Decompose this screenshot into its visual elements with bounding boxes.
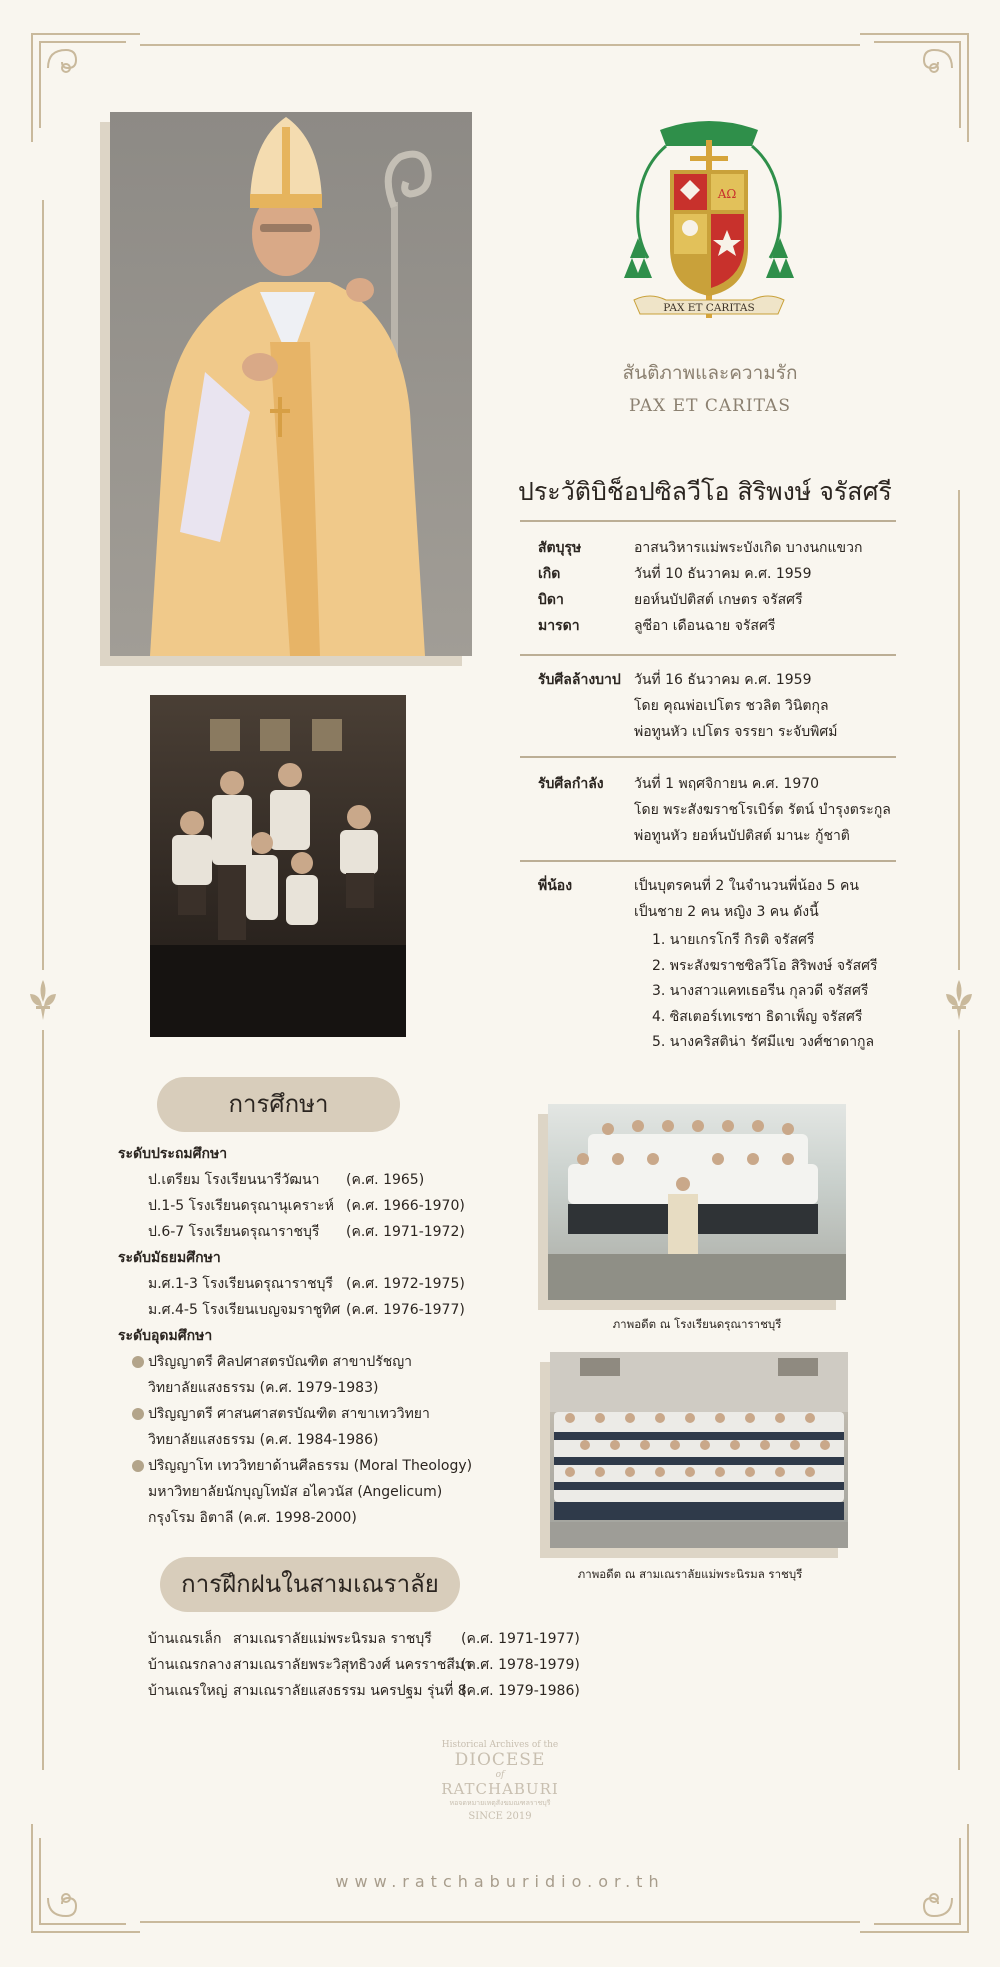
list-item: 1. นายเกรโกรี กิรติ จรัสศรี bbox=[652, 932, 815, 948]
bio-value: ลูซีอา เดือนฉาย จรัสศรี bbox=[634, 618, 776, 634]
archive-line: หอจดหมายเหตุสังฆมณฑลราชบุรี bbox=[449, 1799, 551, 1807]
archive-line: Historical Archives of the bbox=[441, 1740, 559, 1750]
bishop-portrait bbox=[110, 112, 472, 656]
degree-line: ปริญญาตรี ศาสนศาสตรบัณฑิต สาขาเทววิทยา bbox=[148, 1406, 430, 1422]
title-divider bbox=[520, 520, 896, 522]
degree-line: วิทยาลัยแสงธรรม (ค.ศ. 1984-1986) bbox=[148, 1432, 379, 1448]
bullet-icon bbox=[132, 1460, 144, 1472]
school-photo-caption: ภาพอดีต ณ โรงเรียนดรุณาราชบุรี bbox=[612, 1317, 782, 1331]
seminary-heading: การฝึกฝนในสามเณราลัย bbox=[160, 1557, 460, 1612]
seminary-level: บ้านเณรกลาง bbox=[148, 1657, 232, 1673]
seminary-place: สามเณราลัยแม่พระนิรมล ราชบุรี bbox=[233, 1631, 432, 1647]
table-row bbox=[148, 1652, 588, 1678]
list-item: 3. นางสาวแคทเธอรีน กุลวดี จรัสศรี bbox=[652, 983, 869, 999]
family-photo bbox=[150, 695, 406, 1037]
list-item bbox=[118, 1297, 518, 1323]
level-heading: ระดับประถมศึกษา bbox=[118, 1146, 228, 1162]
archive-line: SINCE 2019 bbox=[468, 1811, 532, 1822]
seminary-photo-illustration bbox=[550, 1352, 848, 1548]
bio-value: โดย คุณพ่อเปโตร ชวลิต วินิตกุล bbox=[634, 698, 829, 714]
bio-label: มารดา bbox=[538, 618, 580, 634]
seminary-level: บ้านเณรเล็ก bbox=[148, 1631, 222, 1647]
degree-line: วิทยาลัยแสงธรรม (ค.ศ. 1979-1983) bbox=[148, 1380, 379, 1396]
school-year: (ค.ศ. 1965) bbox=[346, 1172, 425, 1188]
education-section bbox=[118, 1141, 518, 1531]
seminary-photo-caption: ภาพอดีต ณ สามเณราลัยแม่พระนิรมล ราชบุรี bbox=[577, 1567, 803, 1581]
bio-label: เกิด bbox=[538, 566, 561, 582]
level-heading: ระดับอุดมศึกษา bbox=[118, 1328, 213, 1344]
section-divider bbox=[520, 756, 896, 758]
frame-right-line-top bbox=[958, 490, 960, 970]
school-name: ป.6-7 โรงเรียนดรุณาราชบุรี bbox=[148, 1224, 320, 1240]
sibling-list bbox=[652, 928, 878, 1056]
coat-of-arms-icon bbox=[620, 118, 798, 340]
fleur-de-lis-left-icon bbox=[26, 978, 60, 1022]
section-divider bbox=[520, 654, 896, 656]
corner-ornament-bottom-left-icon bbox=[26, 1818, 146, 1938]
motto-thai: สันติภาพและความรัก bbox=[622, 362, 798, 384]
table-row bbox=[148, 1626, 588, 1652]
frame-left-line-bottom bbox=[42, 1030, 44, 1770]
list-item: 2. พระสังฆราชซิลวีโอ สิริพงษ์ จรัสศรี bbox=[652, 957, 878, 974]
degree-line: มหาวิทยาลัยนักบุญโทมัส อไควนัส (Angelicum) bbox=[148, 1484, 443, 1500]
seminary-group-photo bbox=[550, 1352, 848, 1548]
school-year: (ค.ศ. 1971-1972) bbox=[346, 1224, 465, 1240]
degree-line: กรุงโรม อิตาลี (ค.ศ. 1998-2000) bbox=[148, 1510, 357, 1526]
list-item: 5. นางคริสติน่า รัศมีแข วงศ์ชาดากูล bbox=[652, 1034, 875, 1050]
corner-ornament-top-right-icon bbox=[854, 28, 974, 148]
bio-value: อาสนวิหารแม่พระบังเกิด บางนกแขวก bbox=[634, 540, 863, 556]
archive-line: DIOCESE bbox=[454, 1750, 546, 1770]
bishop-portrait-illustration bbox=[110, 112, 472, 656]
frame-left-line-top bbox=[42, 200, 44, 970]
list-item: 4. ซิสเตอร์เทเรซา ธิดาเพ็ญ จรัสศรี bbox=[652, 1008, 863, 1025]
bio-value: เป็นชาย 2 คน หญิง 3 คน ดังนี้ bbox=[634, 904, 819, 920]
school-group-photo bbox=[548, 1104, 846, 1300]
motto-latin: PAX ET CARITAS bbox=[629, 396, 791, 416]
bio-value: พ่อทูนหัว เปโตร จรรยา ระจับพิศม์ bbox=[634, 724, 838, 740]
seminary-year: (ค.ศ. 1971-1977) bbox=[461, 1631, 580, 1647]
list-item bbox=[118, 1219, 518, 1245]
bio-label: รับศีลกำลัง bbox=[538, 776, 604, 792]
website-url: www.ratchaburidio.or.th bbox=[335, 1872, 665, 1891]
seminary-year: (ค.ศ. 1979-1986) bbox=[461, 1683, 580, 1699]
bio-value: โดย พระสังฆราชโรเบิร์ต รัตน์ บำรุงตระกูล bbox=[634, 802, 891, 818]
school-name: ม.ศ.1-3 โรงเรียนดรุณาราชบุรี bbox=[148, 1276, 334, 1292]
family-photo-illustration bbox=[150, 695, 406, 1037]
svg-text:AΩ: AΩ bbox=[717, 187, 737, 201]
seminary-level: บ้านเณรใหญ่ bbox=[148, 1683, 228, 1699]
frame-right-line-bottom bbox=[958, 1030, 960, 1770]
school-year: (ค.ศ. 1966-1970) bbox=[346, 1198, 465, 1214]
bullet-icon bbox=[132, 1356, 144, 1368]
corner-ornament-bottom-right-icon bbox=[854, 1818, 974, 1938]
seminary-section bbox=[148, 1626, 588, 1704]
bio-value: เป็นบุตรคนที่ 2 ในจำนวนพี่น้อง 5 คน bbox=[634, 878, 859, 894]
list-item bbox=[118, 1193, 518, 1219]
degree-line: ปริญญาตรี ศิลปศาสตรบัณฑิต สาขาปรัชญา bbox=[148, 1354, 413, 1370]
bio-value: ยอห์นบัปติสต์ เกษตร จรัสศรี bbox=[634, 592, 803, 608]
bio-label: สัตบุรุษ bbox=[538, 540, 582, 556]
bio-value: พ่อทูนหัว ยอห์นบัปติสต์ มานะ กู้ชาติ bbox=[634, 828, 850, 844]
frame-bottom-line bbox=[140, 1921, 860, 1923]
school-name: ม.ศ.4-5 โรงเรียนเบญจมราชูทิศ bbox=[148, 1302, 341, 1318]
list-item bbox=[118, 1167, 518, 1193]
school-photo-illustration bbox=[548, 1104, 846, 1300]
degree-item bbox=[118, 1453, 518, 1531]
bullet-icon bbox=[132, 1408, 144, 1420]
bio-label: พี่น้อง bbox=[538, 878, 573, 894]
school-year: (ค.ศ. 1972-1975) bbox=[346, 1276, 465, 1292]
bio-label: บิดา bbox=[538, 592, 564, 608]
fleur-de-lis-right-icon bbox=[942, 978, 976, 1022]
bio-value: วันที่ 1 พฤศจิกายน ค.ศ. 1970 bbox=[634, 776, 820, 792]
bio-value: วันที่ 10 ธันวาคม ค.ศ. 1959 bbox=[634, 566, 812, 582]
degree-item bbox=[118, 1349, 518, 1401]
level-heading: ระดับมัธยมศึกษา bbox=[118, 1250, 221, 1266]
degree-item bbox=[118, 1401, 518, 1453]
degree-line: ปริญญาโท เทววิทยาด้านศีลธรรม (Moral Theology) bbox=[148, 1458, 473, 1474]
archive-watermark-logo bbox=[400, 1740, 600, 1822]
education-heading: การศึกษา bbox=[157, 1077, 400, 1132]
school-name: ป.1-5 โรงเรียนดรุณานุเคราะห์ bbox=[148, 1198, 334, 1214]
biography-title: ประวัติบิช็อปซิลวีโอ สิริพงษ์ จรัสศรี bbox=[518, 477, 892, 506]
bio-label: รับศีลล้างบาป bbox=[538, 672, 621, 688]
seminary-place: สามเณราลัยแสงธรรม นครปฐม รุ่นที่ 8 bbox=[233, 1683, 467, 1699]
frame-top-line bbox=[140, 44, 860, 46]
seminary-year: (ค.ศ. 1978-1979) bbox=[461, 1657, 580, 1673]
archive-line: RATCHABURI bbox=[441, 1780, 559, 1798]
archive-line: of bbox=[495, 1770, 505, 1780]
list-item bbox=[118, 1271, 518, 1297]
school-year: (ค.ศ. 1976-1977) bbox=[346, 1302, 465, 1318]
school-name: ป.เตรียม โรงเรียนนารีวัฒนา bbox=[148, 1172, 320, 1188]
bio-value: วันที่ 16 ธันวาคม ค.ศ. 1959 bbox=[634, 672, 812, 688]
table-row bbox=[148, 1678, 588, 1704]
seminary-place: สามเณราลัยพระวิสุทธิวงศ์ นครราชสีมา bbox=[233, 1657, 473, 1673]
section-divider bbox=[520, 860, 896, 862]
coat-of-arms-scroll-text: PAX ET CARITAS bbox=[663, 302, 755, 314]
